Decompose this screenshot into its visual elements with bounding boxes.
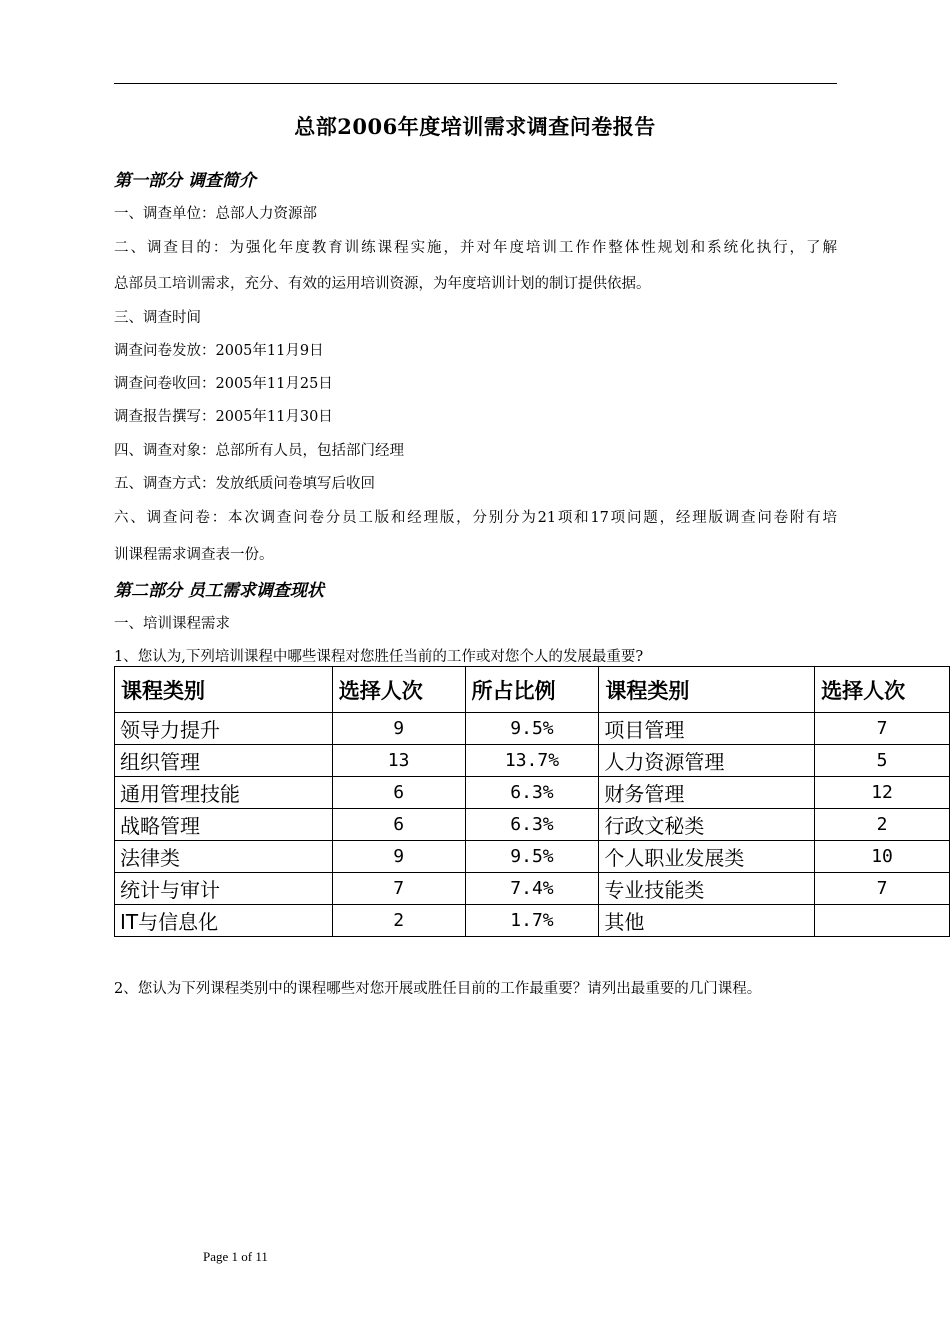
cell-count: 9 (332, 841, 465, 873)
col-header-ratio: 所占比例 (465, 667, 599, 713)
document-title: 总部2006年度培训需求调查问卷报告 (294, 114, 656, 139)
table-row (115, 777, 950, 809)
cell-count-2: 7 (815, 873, 950, 905)
cell-category-2: 其他 (599, 905, 815, 937)
table-header-row (115, 667, 950, 713)
cell-count: 2 (332, 905, 465, 937)
cell-category-2: 个人职业发展类 (599, 841, 815, 873)
cell-category-2: 人力资源管理 (599, 745, 815, 777)
table-row (115, 745, 950, 777)
cell-category: 领导力提升 (115, 713, 333, 745)
survey-target: 四、调查对象：总部所有人员，包括部门经理 (114, 443, 404, 459)
training-needs-heading: 一、培训课程需求 (114, 616, 230, 632)
cell-count-2: 10 (815, 841, 950, 873)
cell-count: 6 (332, 809, 465, 841)
survey-questionnaire-cont: 训课程需求调查表一份。 (114, 547, 274, 563)
cell-count: 13 (332, 745, 465, 777)
col-header-category-2: 课程类别 (599, 667, 815, 713)
col-header-count: 选择人次 (332, 667, 465, 713)
cell-ratio: 9.5% (465, 841, 599, 873)
cell-category: 组织管理 (115, 745, 333, 777)
table-row (115, 905, 950, 937)
survey-unit: 一、调查单位：总部人力资源部 (114, 206, 317, 222)
cell-ratio: 13.7% (465, 745, 599, 777)
survey-report-date: 调查报告撰写：2005年11月30日 (114, 409, 333, 425)
cell-count-2: 2 (815, 809, 950, 841)
cell-count: 6 (332, 777, 465, 809)
col-header-count-2: 选择人次 (815, 667, 950, 713)
header-rule (114, 83, 837, 84)
cell-category: 法律类 (115, 841, 333, 873)
survey-questionnaire: 六、调查问卷：本次调查问卷分员工版和经理版，分别分为21项和17项问题，经理版调查问卷附有培 (114, 510, 837, 526)
cell-count: 7 (332, 873, 465, 905)
table-row (115, 809, 950, 841)
cell-category: IT与信息化 (115, 905, 333, 937)
cell-category-2: 项目管理 (599, 713, 815, 745)
cell-category: 统计与审计 (115, 873, 333, 905)
cell-category-2: 专业技能类 (599, 873, 815, 905)
table-row (115, 713, 950, 745)
cell-category: 战略管理 (115, 809, 333, 841)
cell-ratio: 6.3% (465, 809, 599, 841)
survey-method: 五、调查方式：发放纸质问卷填写后收回 (114, 476, 375, 492)
cell-ratio: 6.3% (465, 777, 599, 809)
cell-ratio: 7.4% (465, 873, 599, 905)
table-row (115, 841, 950, 873)
cell-category-2: 财务管理 (599, 777, 815, 809)
part1-heading: 第一部分 调查简介 (114, 171, 256, 191)
course-demand-table (114, 666, 950, 937)
question-1: 1、您认为,下列培训课程中哪些课程对您胜任当前的工作或对您个人的发展最重要? (114, 649, 644, 665)
cell-category: 通用管理技能 (115, 777, 333, 809)
survey-time-label: 三、调查时间 (114, 310, 201, 326)
cell-category-2: 行政文秘类 (599, 809, 815, 841)
survey-purpose-cont: 总部员工培训需求，充分、有效的运用培训资源，为年度培训计划的制订提供依据。 (114, 276, 651, 292)
part2-heading: 第二部分 员工需求调查现状 (114, 581, 324, 601)
cell-count-2: 7 (815, 713, 950, 745)
page-number: Page 1 of 11 (203, 1249, 268, 1264)
question-2: 2、您认为下列课程类别中的课程哪些对您开展或胜任目前的工作最重要？请列出最重要的几门课程。 (114, 981, 762, 997)
survey-purpose: 二、调查目的：为强化年度教育训练课程实施，并对年度培训工作作整体性规划和系统化执行，了解 (114, 240, 837, 256)
col-header-category: 课程类别 (115, 667, 333, 713)
cell-count-2 (815, 905, 950, 937)
cell-ratio: 9.5% (465, 713, 599, 745)
cell-count: 9 (332, 713, 465, 745)
cell-count-2: 12 (815, 777, 950, 809)
table-row (115, 873, 950, 905)
cell-ratio: 1.7% (465, 905, 599, 937)
survey-collection-date: 调查问卷收回：2005年11月25日 (114, 376, 333, 392)
survey-distribution-date: 调查问卷发放：2005年11月9日 (114, 343, 324, 359)
cell-count-2: 5 (815, 745, 950, 777)
